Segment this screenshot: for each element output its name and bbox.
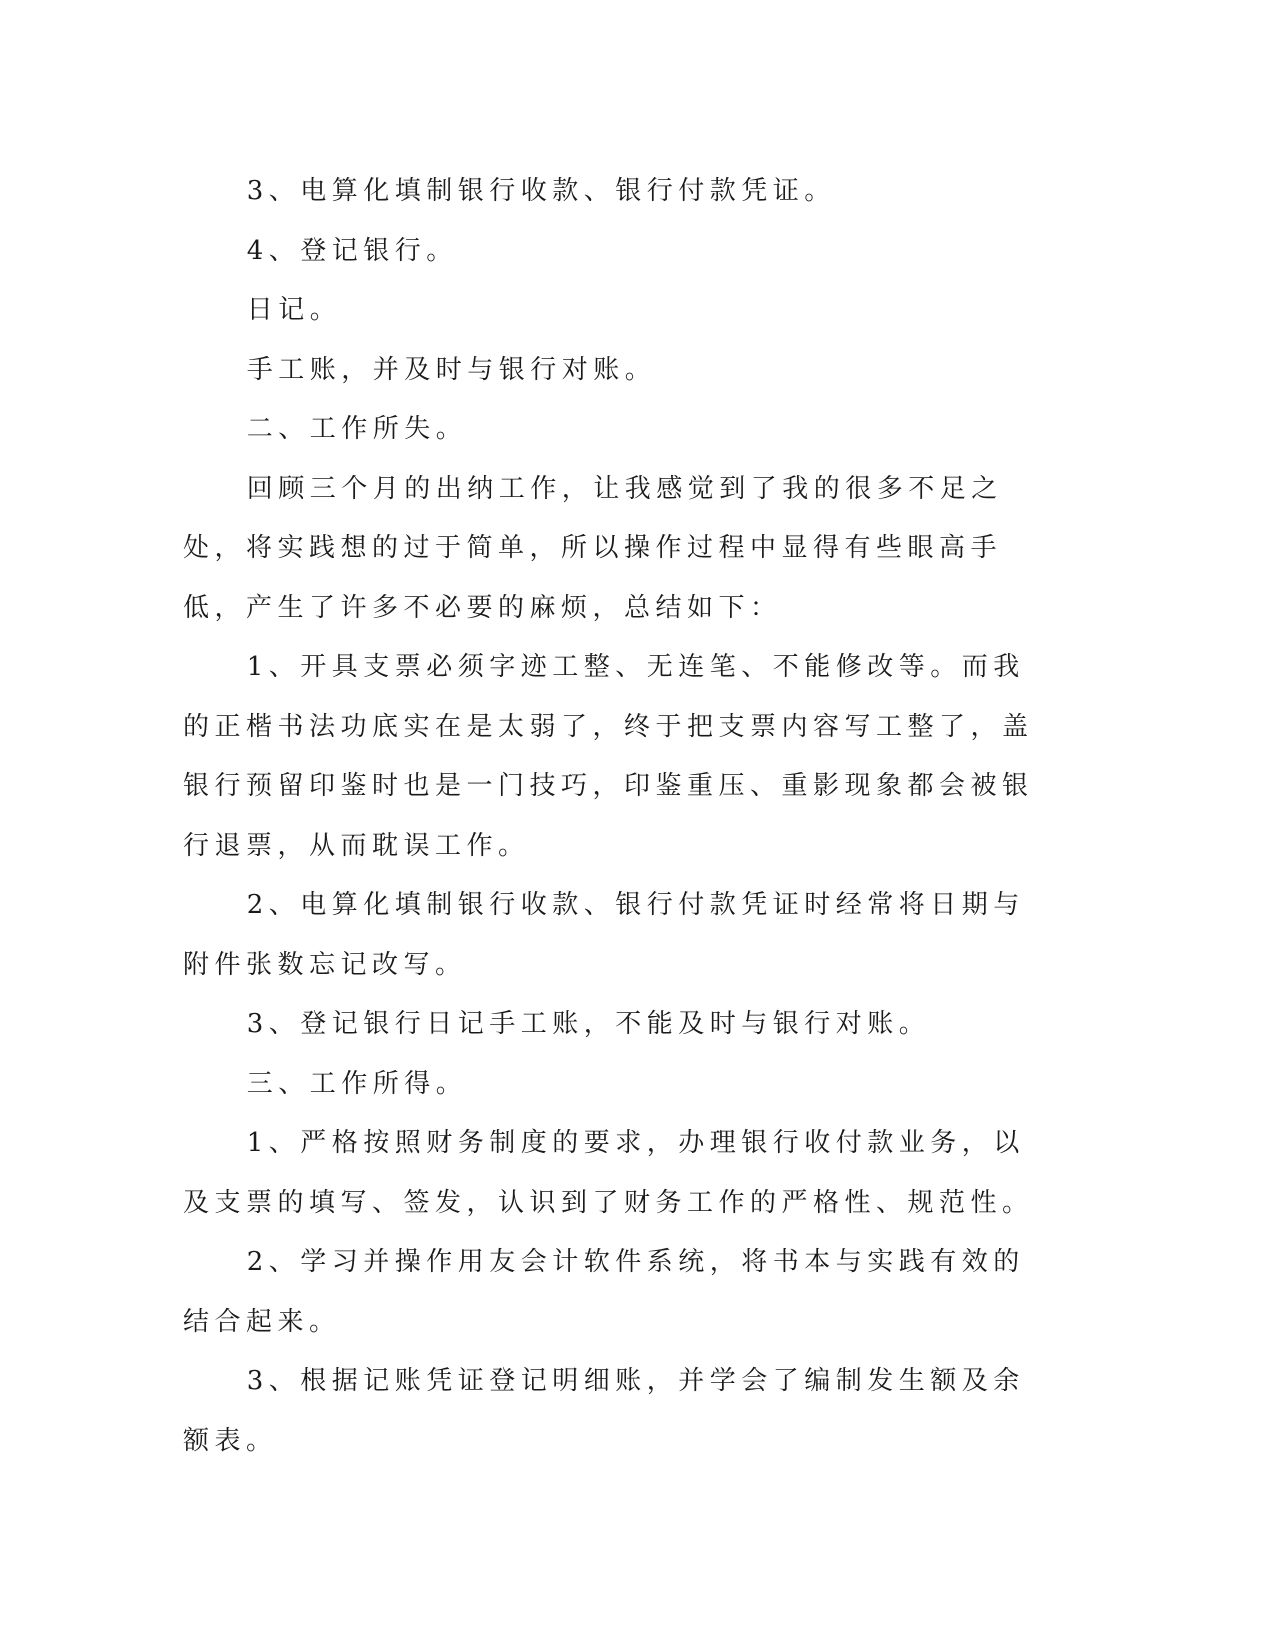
paragraph-gain-1-rules: 1、严格按照财务制度的要求，办理银行收付款业务，以及支票的填写、签发，认识到了财务工作的严格性、规范性。 [183,1128,1034,1218]
paragraph-manual-ledger: 手工账，并及时与银行对账。 [246,354,657,385]
section-heading-losses: 二、工作所失。 [246,414,468,444]
paragraph-item-4-register: 4、登记银行。 [246,235,458,266]
paragraph-diary: 日记。 [246,295,342,325]
section-heading-gains: 三、工作所得。 [246,1068,468,1099]
paragraph-gain-3-ledger: 3、根据记账凭证登记明细账，并学会了编制发生额及余额表。 [183,1366,1025,1456]
paragraph-gain-2-software: 2、学习并操作用友会计软件系统，将书本与实践有效的结合起来。 [183,1247,1025,1337]
paragraph-item-3-voucher: 3、电算化填制银行收款、银行付款凭证。 [246,176,836,206]
paragraph-loss-1-cheque: 1、开具支票必须字迹工整、无连笔、不能修改等。而我的正楷书法功底实在是太弱了，终于把支票内容写工整了，盖银行预留印鉴时也是一门技巧，印鉴重压、重影现象都会被银行退票，从而耽误工作。 [183,652,1034,861]
paragraph-review: 回顾三个月的出纳工作，让我感觉到了我的很多不足之处，将实践想的过于简单，所以操作过程中显得有些眼高手低，产生了许多不必要的麻烦，总结如下： [183,473,1003,623]
paragraph-loss-2-voucher-date: 2、电算化填制银行收款、银行付款凭证时经常将日期与附件张数忘记改写。 [183,890,1025,980]
document-body [183,162,1045,1471]
paragraph-loss-3-reconcile: 3、登记银行日记手工账，不能及时与银行对账。 [246,1009,931,1039]
